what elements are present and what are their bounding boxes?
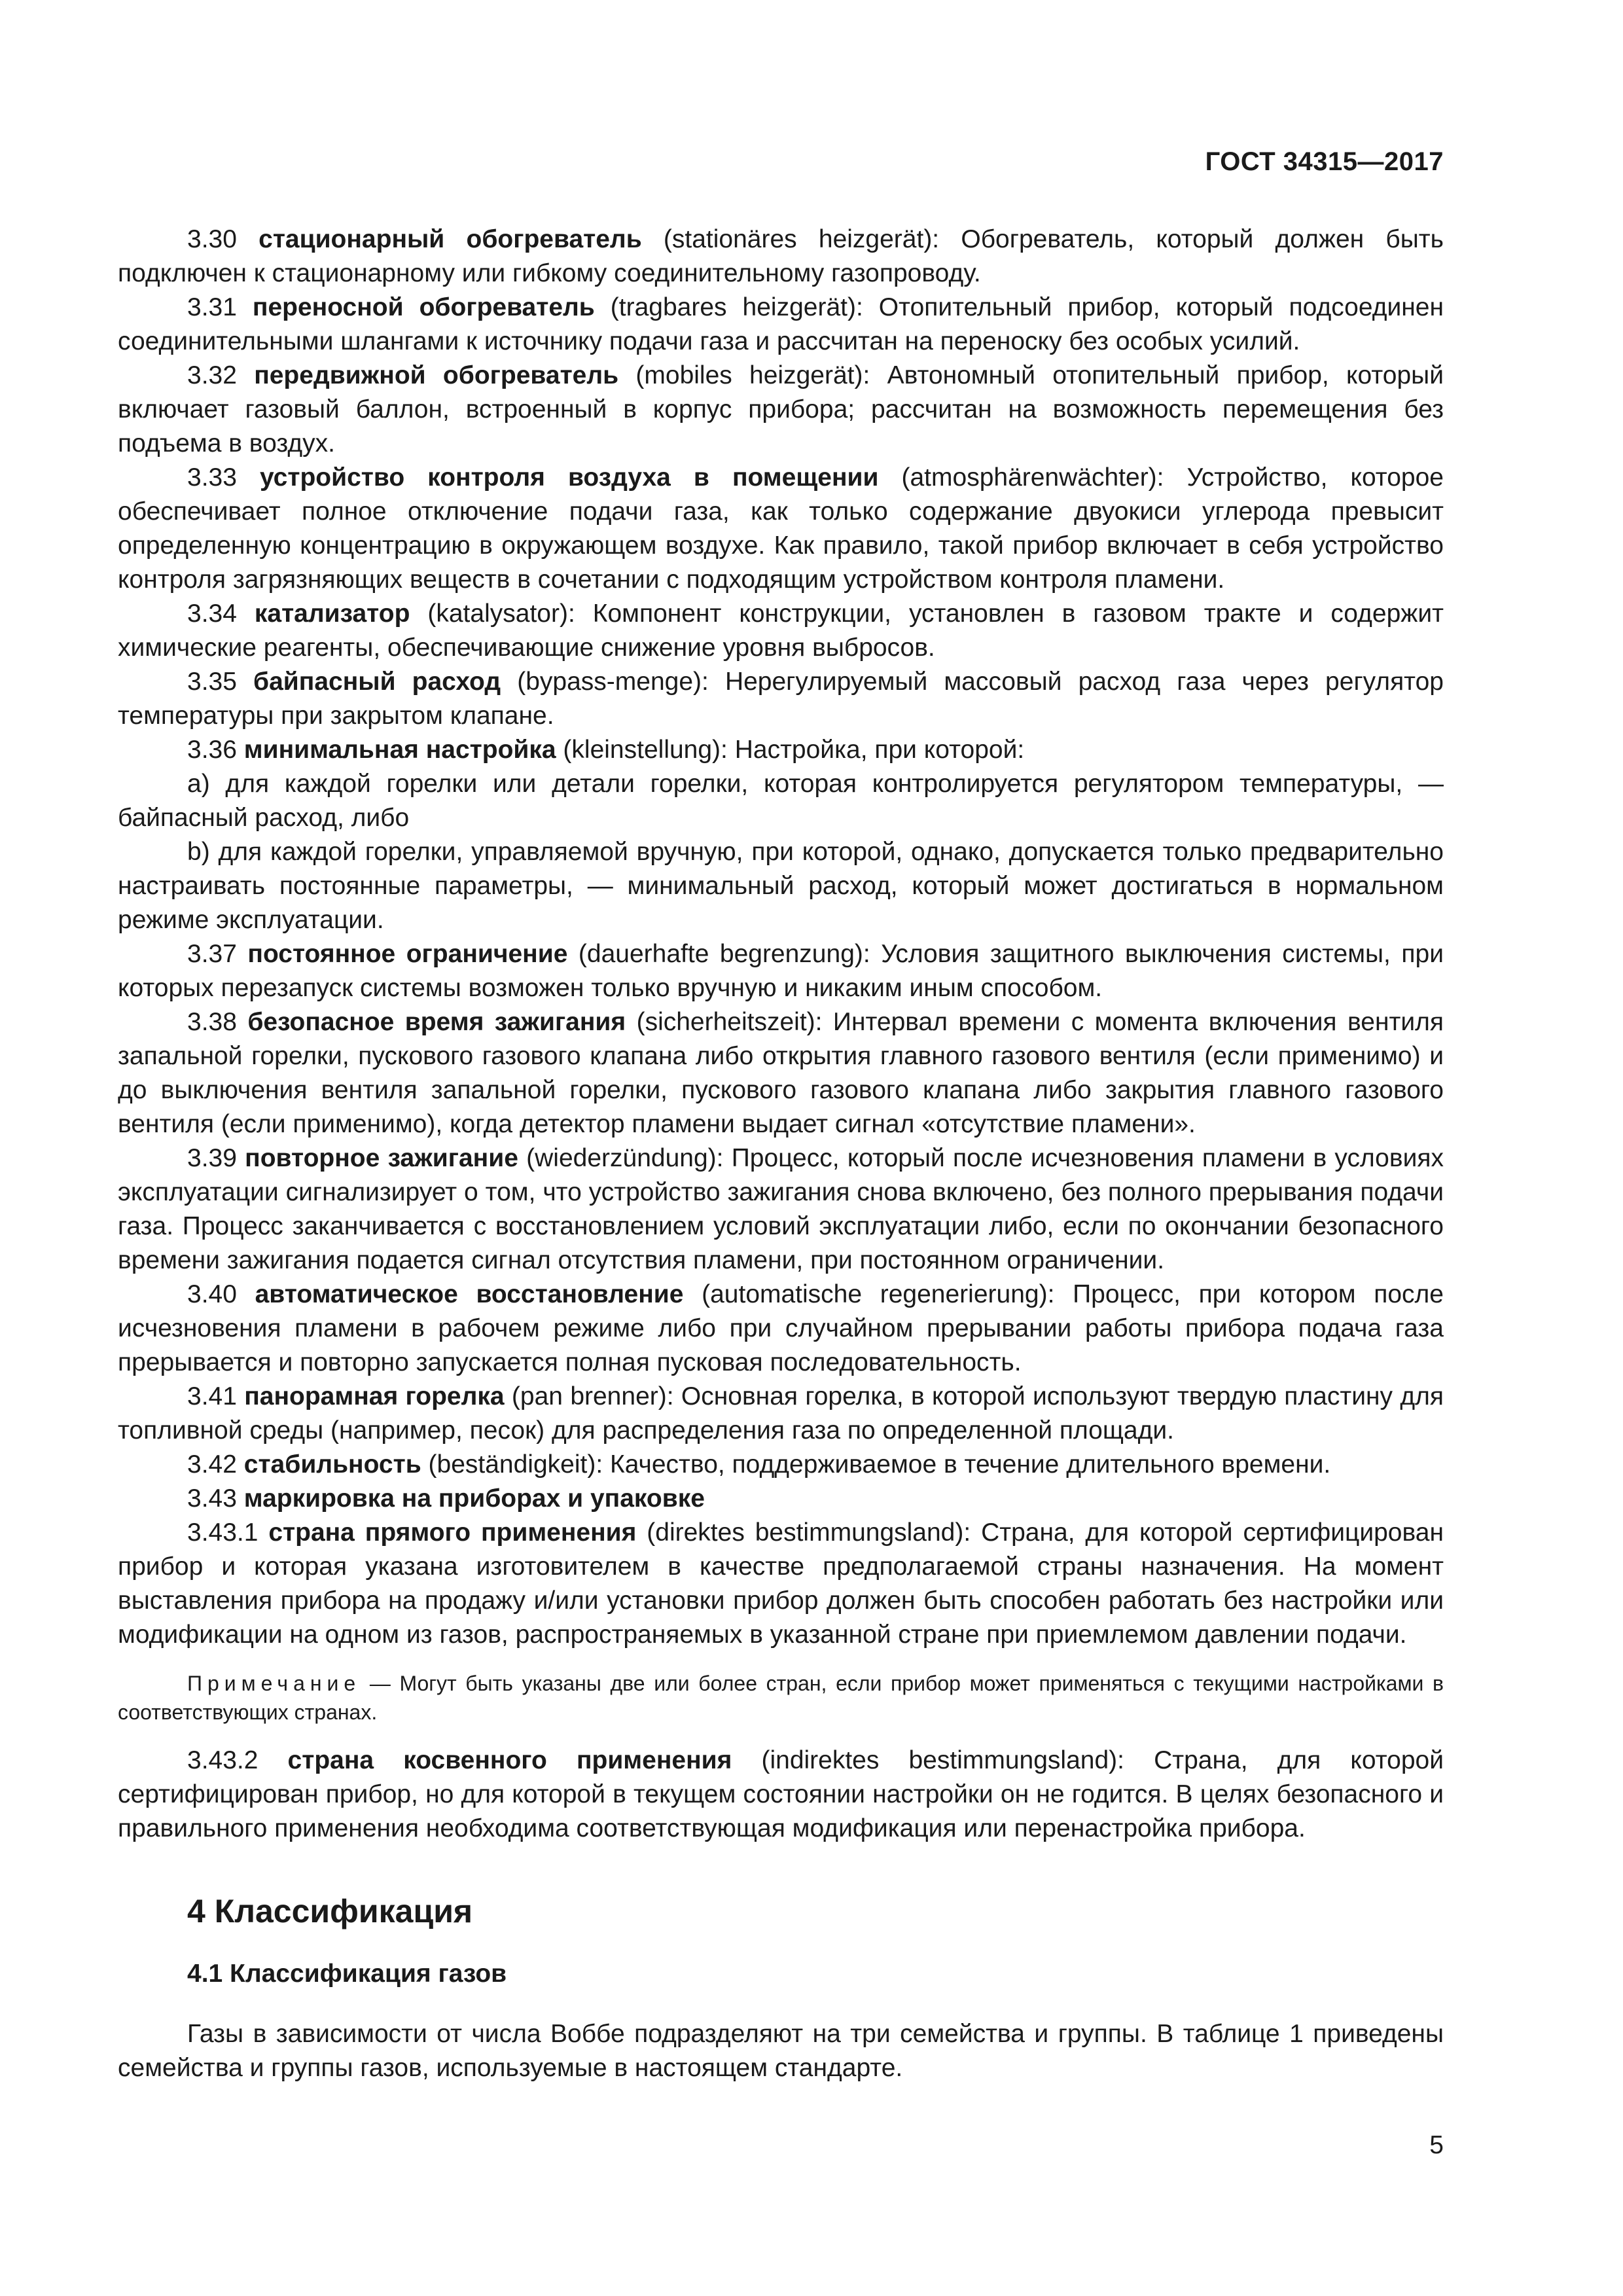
term-number: 3.35: [187, 668, 237, 696]
term-definition: (katalysator): Компонент конструкции, установлен в газовом тракте и содержит химические реагенты, обеспечивающие снижение уровня выбросов.: [118, 600, 1444, 662]
term-paragraph: [118, 835, 1444, 937]
term-definition: (tragbares heizgerät): Отопительный прибор, который подсоединен соединительными шлангами к источнику подачи газа и рассчитан на переноску без особых усилий.: [118, 293, 1444, 355]
term-name: катализатор: [254, 600, 410, 628]
term-definition: (atmosphärenwächter): Устройство, которое обеспечивает полное отключение подачи газа, как только содержание двуокиси углерода превысит определенную концентрацию в окружающем воздухе. Как правило, такой прибор включает в себя устройство контроля загрязняющих веществ в сочетании с подходящим устройством контроля пламени.: [118, 463, 1444, 594]
term-number: 3.30: [187, 225, 237, 253]
term-paragraph: [118, 223, 1444, 291]
term-definition: a) для каждой горелки или детали горелки, которая контролируется регулятором температуры, — байпасный расход, либо: [118, 770, 1444, 832]
term-number: 3.43.1: [187, 1518, 259, 1547]
term-name: постоянное ограничение: [247, 940, 568, 968]
term-number: 3.31: [187, 293, 237, 321]
term-definition: (indirektes bestimmungsland): Страна, для которой сертифицирован прибор, но для которой в текущем состоянии настройки он не годится. В целях безопасного и правильного применения необходима соответствующая модификация или перенастройка прибора.: [118, 1746, 1444, 1842]
term-paragraph: [118, 359, 1444, 461]
term-name: панорамная горелка: [244, 1382, 505, 1410]
term-paragraph: [118, 461, 1444, 597]
term-number: 3.43.2: [187, 1746, 259, 1774]
term-paragraph: [118, 1380, 1444, 1448]
section-heading: 4 Классификация: [187, 1893, 473, 1929]
term-name: страна косвенного применения: [287, 1746, 732, 1774]
term-definition: b) для каждой горелки, управляемой вручную, при которой, однако, допускается только предварительно настраивать постоянные параметры, — минимальный расход, который может достигаться в нормальном режиме эксплуатации.: [118, 838, 1444, 934]
note-text: — Могут быть указаны две или более стран, если прибор может применяться с текущими настройками в соответствующих странах.: [118, 1672, 1444, 1724]
term-paragraph: [118, 1482, 1444, 1516]
term-number: 3.32: [187, 361, 237, 389]
term-definition: (direktes bestimmungsland): Страна, для которой сертифицирован прибор и которая указана изготовителем в качестве предполагаемой страны назначения. На момент выставления прибора на продажу и/или установки прибор должен быть способен работать без настройки или модификации на одном из газов, распространяемых в указанной стране при приемлемом давлении подачи.: [118, 1518, 1444, 1649]
term-paragraph: [118, 291, 1444, 359]
term-name: автоматическое восстановление: [255, 1280, 684, 1308]
page-number: 5: [1429, 2131, 1444, 2159]
section-text: Газы в зависимости от числа Воббе подразделяют на три семейства и группы. В таблице 1 приведены семейства и группы газов, используемые в настоящем стандарте.: [118, 2020, 1444, 2082]
term-paragraph: [118, 767, 1444, 835]
term-paragraph: [118, 733, 1444, 767]
term-name: минимальная настройка: [243, 736, 556, 764]
term-definition: (beständigkeit): Качество, поддерживаемое в течение длительного времени.: [421, 1450, 1331, 1479]
document-id-header: ГОСТ 34315—2017: [1205, 147, 1444, 176]
term-definition: (wiederzündung): Процесс, который после исчезновения пламени в условиях эксплуатации сигнализирует о том, что устройство зажигания снова включено, без полного прерывания подачи газа. Процесс заканчивается с восстановлением условий эксплуатации либо, если по окончании безопасного времени зажигания подается сигнал отсутствия пламени, при постоянном ограничении.: [118, 1144, 1444, 1274]
term-number: 3.37: [187, 940, 237, 968]
term-paragraph: [118, 1516, 1444, 1652]
term-number: 3.42: [187, 1450, 237, 1479]
term-definition: (bypass-menge): Нерегулируемый массовый расход газа через регулятор температуры при закрытом клапане.: [118, 668, 1444, 730]
term-paragraph-3-43-2: [118, 1744, 1444, 1846]
subsection-heading: 4.1 Классификация газов: [187, 1960, 507, 1988]
term-name: стабильность: [243, 1450, 421, 1479]
term-name: устройство контроля воздуха в помещении: [259, 463, 879, 492]
term-name: переносной обогреватель: [252, 293, 595, 321]
term-definition: (dauerhafte begrenzung): Условия защитного выключения системы, при которых перезапуск системы возможен только вручную и никаким иным способом.: [118, 940, 1444, 1002]
term-paragraph: [118, 937, 1444, 1005]
term-number: 3.40: [187, 1280, 237, 1308]
term-paragraph: [118, 1278, 1444, 1380]
term-name: стационарный обогреватель: [259, 225, 642, 253]
document-body: [118, 223, 1444, 2085]
term-paragraph: [118, 665, 1444, 733]
term-name: маркировка на приборах и упаковке: [243, 1484, 705, 1513]
term-definition: (sicherheitszeit): Интервал времени с момента включения вентиля запальной горелки, пускового газового клапана либо открытия главного газового вентиля (если применимо) и до выключения вентиля запальной горелки, пускового газового клапана либо закрытия главного газового вентиля (если применимо), когда детектор пламени выдает сигнал «отсутствие пламени».: [118, 1008, 1444, 1138]
term-name: страна прямого применения: [268, 1518, 637, 1547]
term-paragraph: [118, 1141, 1444, 1278]
note: [118, 1669, 1444, 1727]
term-number: 3.34: [187, 600, 237, 628]
term-definition: (pan brenner): Основная горелка, в которой используют твердую пластину для топливной среды (например, песок) для распределения газа по определенной площади.: [118, 1382, 1444, 1444]
term-number: 3.33: [187, 463, 237, 492]
term-paragraph: [118, 597, 1444, 665]
term-number: 3.38: [187, 1008, 237, 1036]
term-number: 3.36: [187, 736, 237, 764]
term-number: 3.43: [187, 1484, 237, 1513]
term-definition: (mobiles heizgerät): Автономный отопительный прибор, который включает газовый баллон, встроенный в корпус прибора; рассчитан на возможность перемещения без подъема в воздух.: [118, 361, 1444, 457]
term-definition: (automatische regenerierung): Процесс, при котором после исчезновения пламени в рабочем режиме либо при случайном прерывании работы прибора подача газа прерывается и повторно запускается полная пусковая последовательность.: [118, 1280, 1444, 1376]
term-name: передвижной обогреватель: [254, 361, 619, 389]
term-paragraph: [118, 1005, 1444, 1141]
term-definition: (stationäres heizgerät): Обогреватель, который должен быть подключен к стационарному или гибкому соединительному газопроводу.: [118, 225, 1444, 287]
term-name: повторное зажигание: [245, 1144, 518, 1172]
term-name: безопасное время зажигания: [247, 1008, 626, 1036]
term-paragraph: [118, 1448, 1444, 1482]
terms-list: [118, 223, 1444, 1652]
note-lead: Примечание: [187, 1672, 361, 1695]
term-definition: (kleinstellung): Настройка, при которой:: [556, 736, 1025, 764]
term-name: байпасный расход: [253, 668, 501, 696]
term-number: 3.41: [187, 1382, 237, 1410]
term-number: 3.39: [187, 1144, 237, 1172]
